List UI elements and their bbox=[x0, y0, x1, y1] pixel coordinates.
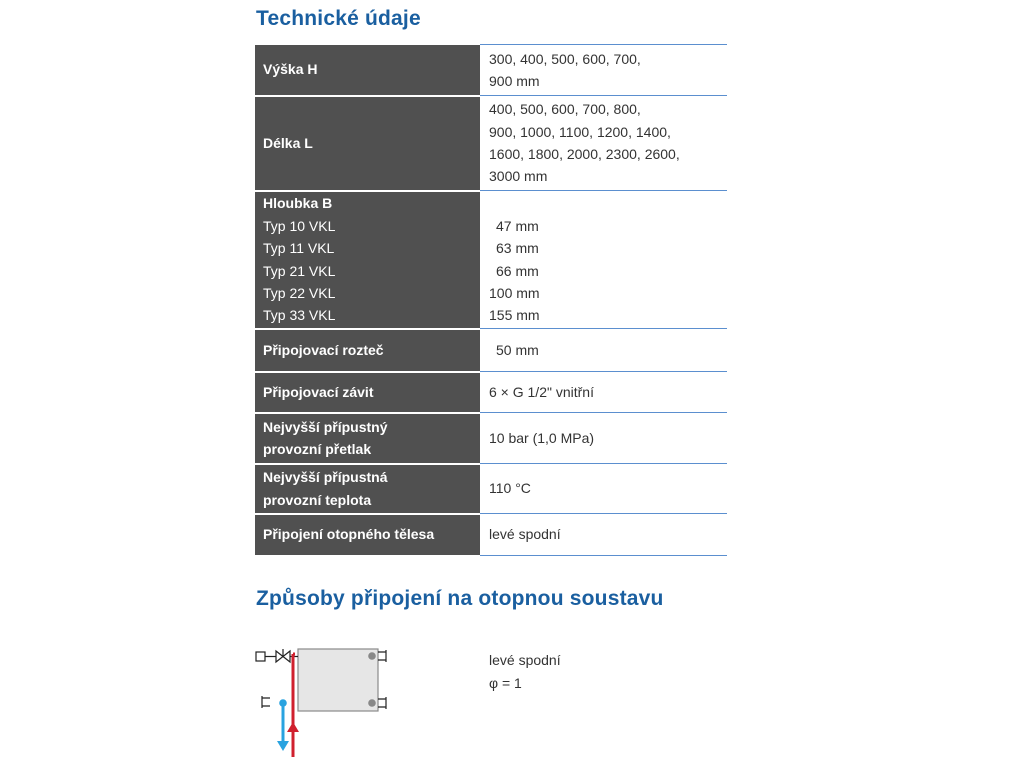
spec-label-temperature: Nejvyšší přípustná provozní teplota bbox=[255, 464, 480, 514]
spec-row-length bbox=[255, 96, 727, 191]
spec-row-pressure bbox=[255, 413, 727, 464]
section-title-connection-methods: Způsoby připojení na otopnou soustavu bbox=[256, 587, 664, 610]
spec-row-connection bbox=[255, 514, 727, 556]
depth-type-name: Typ 21 VKL bbox=[263, 262, 336, 279]
spec-label-height: Výška H bbox=[255, 45, 480, 96]
depth-type-name: Typ 10 VKL bbox=[263, 217, 336, 234]
spec-row-spacing bbox=[255, 329, 727, 372]
connection-type-label: levé spodní bbox=[489, 652, 561, 668]
spec-label-length: Délka L bbox=[255, 96, 480, 191]
depth-type-value: 63 mm bbox=[496, 240, 539, 257]
supply-arrow-icon bbox=[287, 654, 299, 757]
spec-label-pressure: Nejvyšší přípustný provozní přetlak bbox=[255, 413, 480, 464]
spec-label-thread: Připojovací závit bbox=[255, 372, 480, 413]
spec-value-height: 300, 400, 500, 600, 700, 900 mm bbox=[480, 45, 727, 96]
connection-description bbox=[489, 649, 561, 695]
radiator-diagram-icon bbox=[250, 640, 400, 758]
spec-value-temperature: 110 °C bbox=[480, 464, 727, 514]
spec-value-connection: levé spodní bbox=[480, 514, 727, 556]
spec-row-temperature bbox=[255, 464, 727, 514]
radiator-body bbox=[298, 649, 378, 711]
depth-type-value: 155 mm bbox=[489, 307, 540, 324]
spec-label-spacing: Připojovací rozteč bbox=[255, 329, 480, 372]
spec-value-depth bbox=[480, 191, 727, 329]
return-arrow-icon bbox=[277, 699, 289, 751]
depth-type-name: Typ 33 VKL bbox=[263, 307, 336, 324]
spec-value-pressure: 10 bar (1,0 MPa) bbox=[480, 413, 727, 464]
spec-row-depth bbox=[255, 191, 727, 329]
section-title-technical-data: Technické údaje bbox=[256, 7, 421, 30]
depth-type-value: 47 mm bbox=[496, 217, 539, 234]
depth-type-name: Typ 22 VKL bbox=[263, 284, 336, 301]
spec-row-height bbox=[255, 45, 727, 96]
depth-type-value: 100 mm bbox=[489, 284, 540, 301]
depth-type-value: 66 mm bbox=[496, 262, 539, 279]
spec-value-length: 400, 500, 600, 700, 800, 900, 1000, 1100, 1200, 1400, 1600, 1800, 2000, 2300, 2600, 3000 mm bbox=[480, 96, 727, 191]
spec-label-depth: Hloubka B Typ 10 VKL Typ 11 VKL Typ 21 VKL Typ 22 VKL Typ 33 VKL bbox=[255, 191, 480, 329]
spec-label-connection: Připojení otopného tělesa bbox=[255, 514, 480, 556]
specs-table bbox=[255, 44, 727, 557]
spec-value-thread: 6 × G 1/2" vnitřní bbox=[480, 372, 727, 413]
connection-phi-label: φ = 1 bbox=[489, 675, 522, 691]
spec-value-spacing: 50 mm bbox=[480, 329, 727, 372]
depth-type-name: Typ 11 VKL bbox=[263, 240, 335, 257]
spec-row-thread bbox=[255, 372, 727, 413]
